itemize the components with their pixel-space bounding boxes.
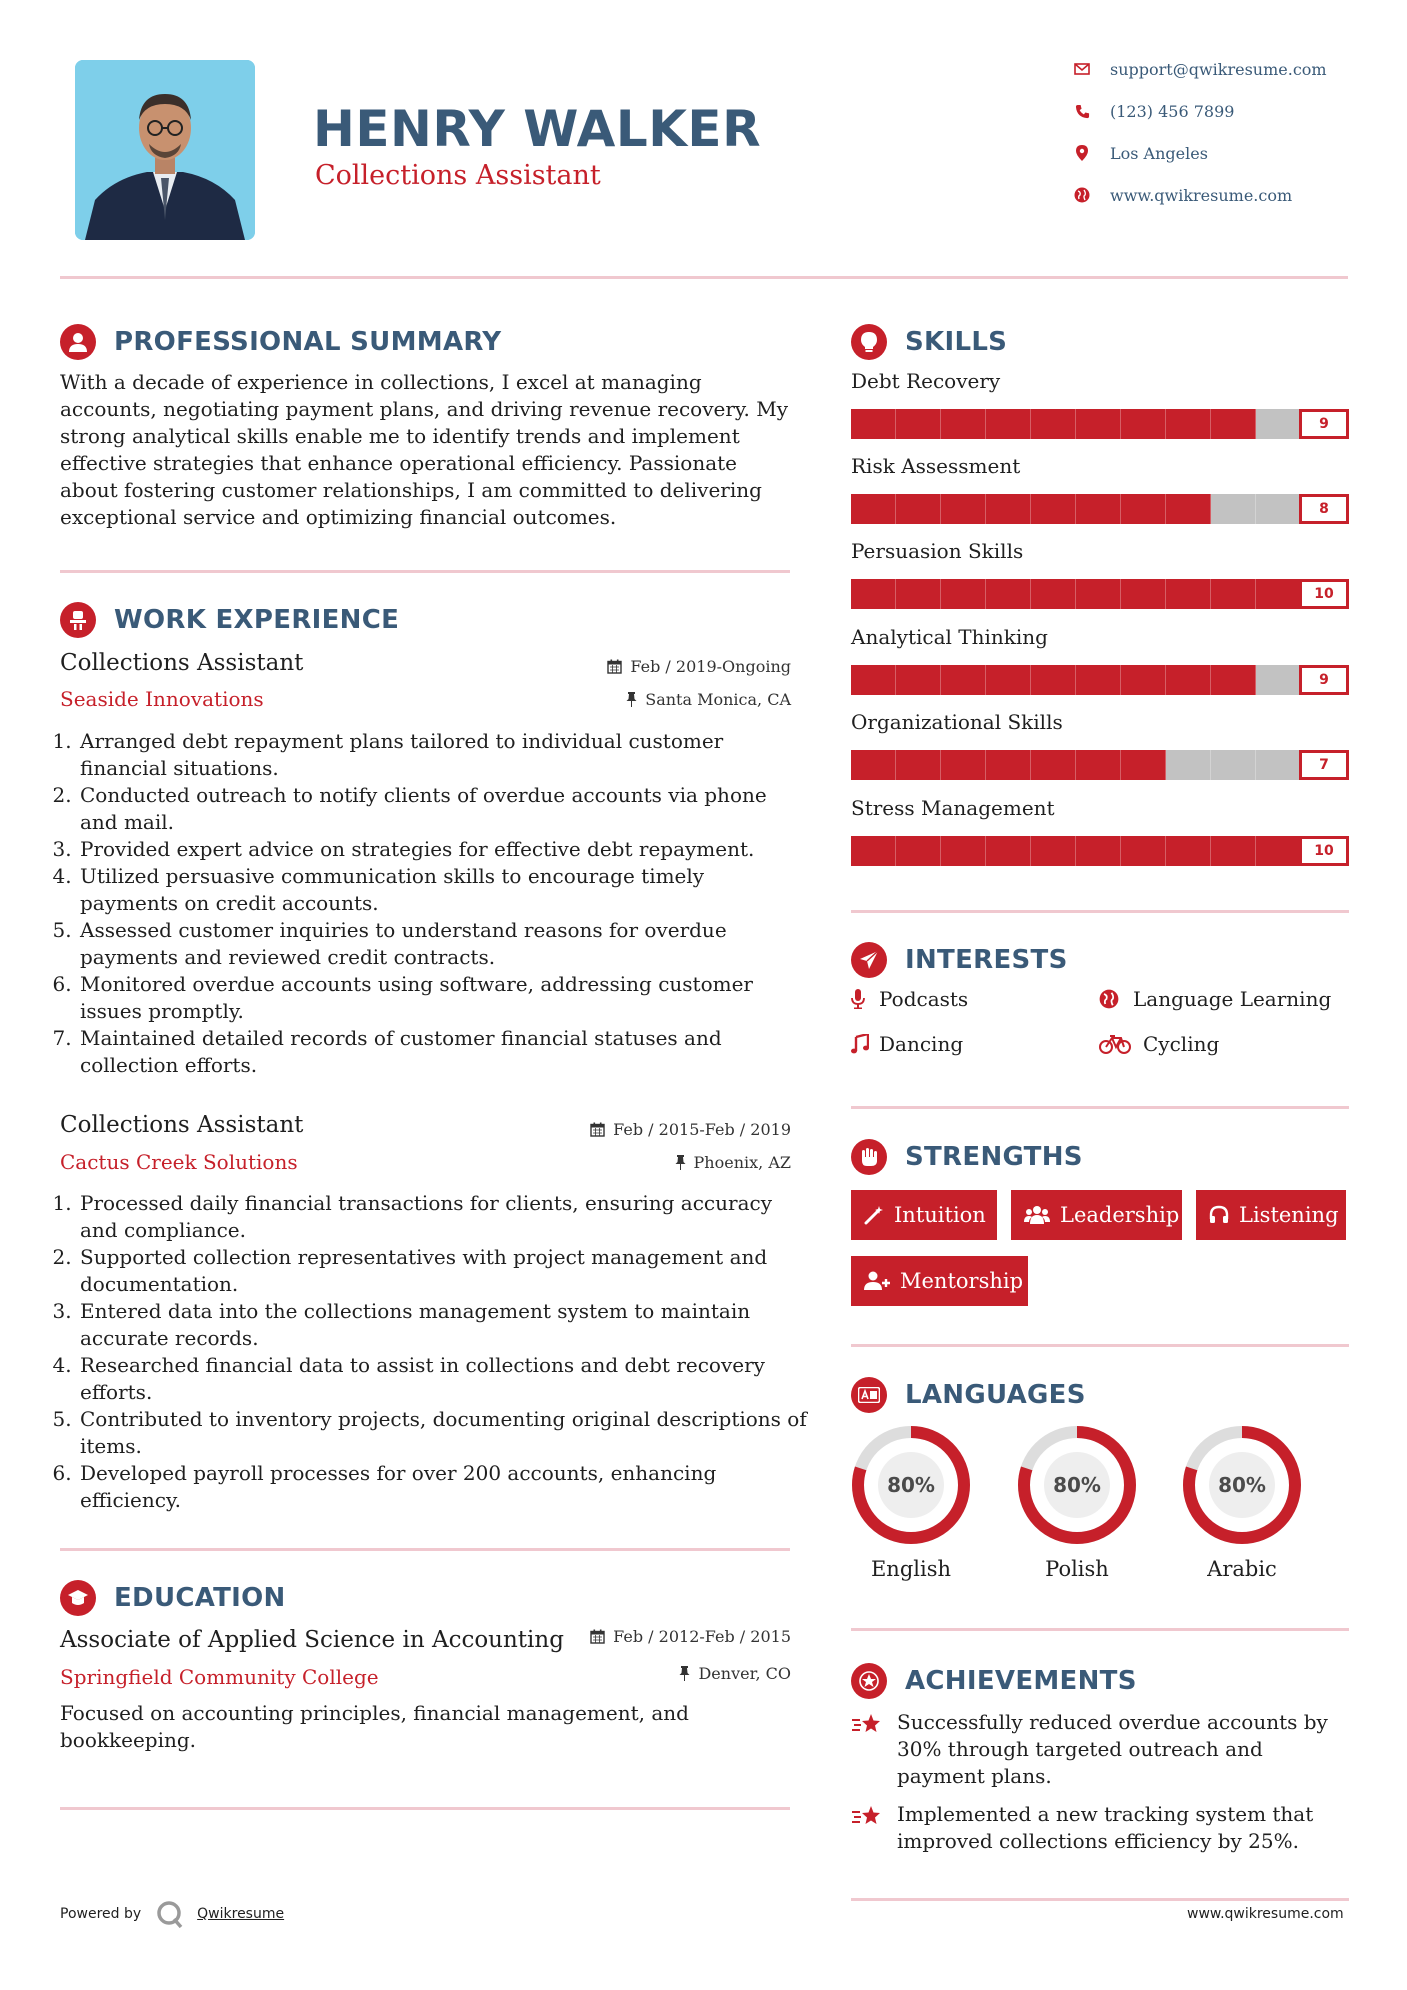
star-badge-icon [851,1663,887,1699]
summary-heading [60,324,501,360]
lightbulb-icon [851,324,887,360]
language-donut [851,1425,971,1545]
strengths-heading-text: STRENGTHS [905,1142,1083,1172]
skill-bar-segment [1121,409,1166,439]
language-percent: 80% [887,1473,935,1497]
skill-score: 8 [1299,494,1349,524]
achievement-item [851,1801,1349,1855]
header-divider [60,276,1348,279]
strength-label: Listening [1239,1203,1339,1227]
briefcase-icon [60,602,96,638]
portrait-image [75,60,255,240]
skill-bar-segment [896,750,941,780]
achievement-item [851,1709,1349,1790]
bicycle-icon [1099,1034,1141,1054]
shooting-star-icon [851,1709,897,1790]
job-2-location [451,1153,791,1172]
pushpin-icon [679,1666,690,1681]
job-1-dates [451,657,791,676]
powered-by-text: Powered by [60,1906,142,1922]
interests-heading [851,942,1068,978]
qwikresume-logo-icon [155,1899,185,1929]
skill-bar-segment [1166,494,1211,524]
duty-item: 3. Provided expert advice on strategies for effective debt repayment. [78,836,808,863]
skill-bar-segment [851,494,896,524]
job-2-dates [451,1120,791,1139]
skill-bar-segment [1076,409,1121,439]
interest-language-learning [1099,987,1331,1011]
fist-icon [851,1139,887,1175]
skill-bar-segment [1121,579,1166,609]
skill-bar-segment [986,750,1031,780]
contact-location-text: Los Angeles [1110,143,1208,163]
skill-bar-segment [1121,836,1166,866]
skill-bar-segment [986,579,1031,609]
skill-bar [851,836,1349,866]
duty-item: 4. Utilized persuasive communication skills to encourage timely payments on credit accounts. [78,863,808,917]
skill-bar-segment [941,579,986,609]
calendar-icon [607,659,622,674]
strengths-divider [851,1344,1349,1347]
skill-bar-segment [941,836,986,866]
achievement-text: Implemented a new tracking system that improved collections efficiency by 25%. [897,1802,1314,1853]
skill-bar-segment [1256,494,1301,524]
skill-row [851,539,1349,602]
duty-item: 3. Entered data into the collections management system to maintain accurate records. [78,1298,808,1352]
skill-bar-segment [1166,579,1211,609]
interests-heading-text: INTERESTS [905,945,1068,975]
skill-bar-segment [1031,750,1076,780]
interest-podcasts [851,987,968,1011]
duty-item: 2. Conducted outreach to notify clients of overdue accounts via phone and mail. [78,782,808,836]
strength-label: Leadership [1060,1203,1180,1227]
interest-label: Podcasts [879,987,969,1011]
summary-divider [60,570,790,573]
duty-item: 1. Arranged debt repayment plans tailored to individual customer financial situations. [78,728,808,782]
contact-email-text: support@qwikresume.com [1110,59,1327,79]
summary-text: With a decade of experience in collections, I excel at managing accounts, negotiating payment plans, and driving revenue recovery. My strong analytical skills enable me to identify trends and implement effective strategies that enhance operational efficiency. Passionate about fostering customer relationships, I am committed to delivering exceptional service and optimizing financial outcomes. [60,370,789,529]
experience-divider [60,1548,790,1551]
skill-bar-segment [1211,579,1256,609]
languages-divider [851,1628,1349,1631]
language-polish [1017,1425,1137,1581]
summary-heading-text: PROFESSIONAL SUMMARY [114,327,502,357]
job-2-duties [60,1190,808,1514]
language-donut [1182,1425,1302,1545]
skill-bar-segment [1076,665,1121,695]
calendar-icon [590,1122,605,1137]
skill-row [851,710,1349,773]
skill-bar-segment [1121,750,1166,780]
paper-plane-icon [851,942,887,978]
qwikresume-link[interactable]: Qwikresume [197,1906,285,1922]
skill-score: 10 [1299,579,1349,609]
duty-item: 6. Developed payroll processes for over 200 accounts, enhancing efficiency. [78,1460,808,1514]
skill-bar-segment [851,409,896,439]
language-english [851,1425,971,1581]
job-2-company: Cactus Creek Solutions [60,1150,298,1174]
language-percent: 80% [1053,1473,1101,1497]
job-1-duties [60,728,808,1079]
skill-bar-segment [1256,836,1301,866]
interests-divider [851,1106,1349,1109]
skill-bar-segment [1256,579,1301,609]
contact-phone-text: (123) 456 7899 [1110,101,1235,121]
skills-heading-text: SKILLS [905,327,1008,357]
languages-list [851,1425,1349,1585]
skill-bar-segment [1031,494,1076,524]
achievements-heading [851,1663,1137,1699]
job-1-location [451,690,791,709]
skill-bar-segment [1166,750,1211,780]
contact-website-text: www.qwikresume.com [1110,185,1293,205]
globe-icon [1099,989,1131,1009]
skill-bar-segment [1256,750,1301,780]
strength-listening [1196,1190,1346,1240]
skill-bar [851,579,1349,609]
duty-item: 4. Researched financial data to assist in collections and debt recovery efforts. [78,1352,808,1406]
skill-bar-segment [1031,409,1076,439]
skill-bar-segment [851,750,896,780]
education-location-text: Denver, CO [698,1664,791,1683]
candidate-title: Collections Assistant [315,160,601,191]
duty-item: 5. Assessed customer inquiries to understand reasons for overdue payments and reviewed credit contracts. [78,917,808,971]
skill-bar-segment [1211,665,1256,695]
job-1-location-text: Santa Monica, CA [645,690,791,709]
skill-bar-segment [1121,494,1166,524]
skill-bar-segment [941,409,986,439]
education-heading [60,1580,286,1616]
job-2-role: Collections Assistant [60,1112,304,1138]
users-icon [1024,1205,1050,1225]
education-school: Springfield Community College [60,1665,379,1689]
interest-label: Cycling [1143,1032,1220,1056]
shooting-star-icon [851,1801,897,1855]
skill-bar-segment [1076,494,1121,524]
interest-cycling [1099,1032,1219,1056]
skill-bar [851,665,1349,695]
skill-bar-segment [1076,750,1121,780]
skill-row [851,796,1349,859]
skill-bar-segment [1211,494,1256,524]
contact-location [1072,138,1208,168]
strength-label: Mentorship [900,1269,1024,1293]
experience-heading [60,602,399,638]
skill-name: Organizational Skills [851,710,1063,734]
skill-bar-segment [851,665,896,695]
skills-divider [851,910,1349,913]
duty-item: 1. Processed daily financial transactions for clients, ensuring accuracy and compliance. [78,1190,808,1244]
language-name: Arabic [1207,1557,1277,1581]
skill-bar-segment [896,665,941,695]
experience-heading-text: WORK EXPERIENCE [114,605,400,635]
achievement-text: Successfully reduced overdue accounts by 30% through targeted outreach and payment plans. [897,1710,1328,1788]
skill-bar [851,750,1349,780]
magic-wand-icon [864,1205,884,1225]
contact-website[interactable] [1072,180,1292,210]
education-description: Focused on accounting principles, financial management, and bookkeeping. [60,1701,689,1752]
skill-bar-segment [986,665,1031,695]
skill-bar-segment [1076,579,1121,609]
calendar-icon [590,1629,605,1644]
achievements-divider [851,1898,1349,1901]
skill-bar-segment [851,836,896,866]
duty-item: 7. Maintained detailed records of customer financial statuses and collection efforts. [78,1025,808,1079]
skill-bar-segment [1076,836,1121,866]
skill-bar-segment [1211,750,1256,780]
skill-row [851,369,1349,432]
headphones-icon [1209,1205,1229,1225]
education-degree: Associate of Applied Science in Accounting [60,1627,564,1653]
duty-item: 5. Contributed to inventory projects, documenting original descriptions of items. [78,1406,808,1460]
education-dates [451,1627,791,1646]
skill-bar-segment [1256,665,1301,695]
skill-bar-segment [1031,579,1076,609]
skill-row [851,625,1349,688]
microphone-icon [851,989,877,1009]
job-1-company: Seaside Innovations [60,687,264,711]
skill-bar-segment [1031,836,1076,866]
education-location [451,1664,791,1683]
graduation-cap-icon [60,1580,96,1616]
user-plus-icon [864,1271,890,1291]
music-note-icon [851,1034,877,1054]
skill-bar-segment [986,836,1031,866]
job-1-role: Collections Assistant [60,650,304,676]
skill-bar-segment [941,750,986,780]
skill-bar-segment [1211,409,1256,439]
interest-dancing [851,1032,963,1056]
globe-icon [1072,185,1092,205]
strength-intuition [851,1190,997,1240]
duty-item: 2. Supported collection representatives with project management and documentation. [78,1244,808,1298]
skill-bar-segment [1211,836,1256,866]
footer-url[interactable]: www.qwikresume.com [1187,1906,1344,1922]
languages-heading [851,1377,1086,1413]
duty-item: 6. Monitored overdue accounts using software, addressing customer issues promptly. [78,971,808,1025]
interest-label: Dancing [879,1032,964,1056]
language-name: English [870,1557,952,1581]
skill-score: 9 [1299,665,1349,695]
achievements-heading-text: ACHIEVEMENTS [905,1666,1137,1696]
education-heading-text: EDUCATION [114,1583,286,1613]
skill-score: 10 [1299,836,1349,866]
languages-heading-text: LANGUAGES [905,1380,1086,1410]
language-donut [1017,1425,1137,1545]
skill-bar-segment [896,836,941,866]
skill-bar-segment [941,494,986,524]
candidate-name: HENRY WALKER [313,100,762,158]
profile-photo [75,60,255,240]
skill-bar-segment [1256,409,1301,439]
language-name: Polish [1045,1557,1109,1581]
skill-bar-segment [851,579,896,609]
skill-bar [851,409,1349,439]
skill-score: 9 [1299,409,1349,439]
skill-bar-segment [1031,665,1076,695]
skill-bar-segment [986,409,1031,439]
skill-bar-segment [986,494,1031,524]
language-percent: 80% [1218,1473,1266,1497]
education-dates-text: Feb / 2012-Feb / 2015 [613,1627,791,1646]
skill-bar-segment [1166,836,1211,866]
pushpin-icon [626,692,637,707]
strengths-heading [851,1139,1083,1175]
job-2-location-text: Phoenix, AZ [693,1153,791,1172]
skill-bar-segment [1121,665,1166,695]
skill-bar-segment [896,409,941,439]
language-icon [851,1377,887,1413]
skills-heading [851,324,1007,360]
pushpin-icon [675,1155,686,1170]
skill-bar-segment [1166,409,1211,439]
skill-score: 7 [1299,750,1349,780]
skill-name: Risk Assessment [851,454,1021,478]
education-divider [60,1807,790,1810]
user-icon [60,324,96,360]
skill-bar-segment [1166,665,1211,695]
skill-name: Debt Recovery [851,369,1001,393]
skill-name: Stress Management [851,796,1055,820]
skill-name: Persuasion Skills [851,539,1024,563]
skill-bar-segment [941,665,986,695]
job-1-dates-text: Feb / 2019-Ongoing [630,657,791,676]
contact-phone[interactable] [1072,96,1234,126]
envelope-icon [1072,59,1092,79]
job-2-dates-text: Feb / 2015-Feb / 2019 [613,1120,791,1139]
skill-name: Analytical Thinking [851,625,1048,649]
map-pin-icon [1072,143,1092,163]
footer-powered-by [60,1899,284,1929]
strength-label: Intuition [894,1203,986,1227]
strength-leadership [1011,1190,1182,1240]
phone-icon [1072,101,1092,121]
strength-mentorship [851,1256,1028,1306]
contact-email[interactable] [1072,54,1327,84]
skill-row [851,454,1349,517]
language-arabic [1182,1425,1302,1581]
skill-bar-segment [896,579,941,609]
interest-label: Language Learning [1133,987,1332,1011]
skill-bar-segment [896,494,941,524]
skill-bar [851,494,1349,524]
